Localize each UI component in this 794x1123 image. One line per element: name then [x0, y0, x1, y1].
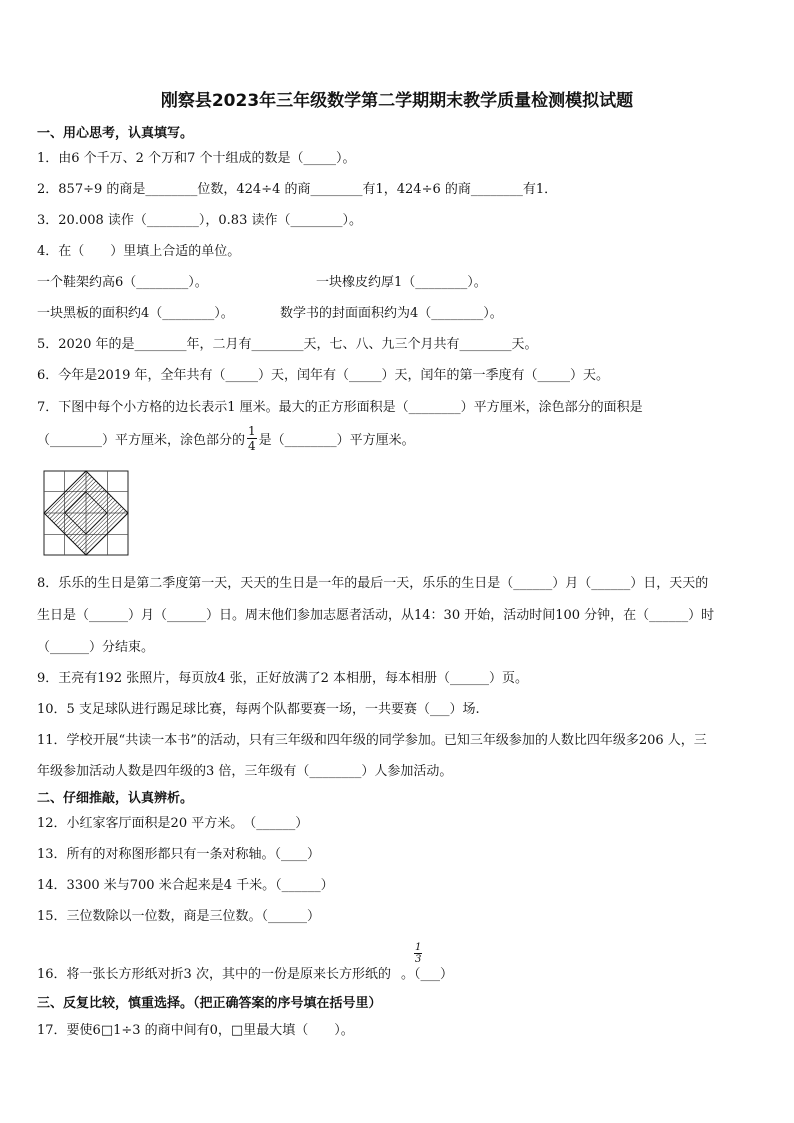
fraction-denominator: 3 [415, 954, 422, 965]
fraction-numerator: 1 [248, 424, 256, 438]
fraction-numerator: 1 [415, 942, 422, 953]
question-6: 6．今年是2019 年，全年共有（_____）天，闰年有（_____）天，闰年的第一季度有（_____）天。 [37, 368, 609, 383]
fraction-denominator: 4 [248, 439, 256, 453]
question-4c: 一块黑板的面积约4（________）。 [37, 306, 234, 321]
question-7-line-1: 7．下图中每个小方格的边长表示1 厘米。最大的正方形面积是（________）平方厘米，涂色部分的面积是 [37, 400, 643, 415]
question-9: 9．王亮有192 张照片，每页放4 张，正好放满了2 本相册，每本相册（______）页。 [37, 671, 529, 686]
question-7-line-2 [37, 424, 415, 453]
section-heading-3: 三、反复比较，慎重选择。（把正确答案的序号填在括号里） [37, 996, 382, 1011]
question-11-line-2: 年级参加活动人数是四年级的3 倍，三年级有（________）人参加活动。 [37, 764, 453, 779]
question-4a: 一个鞋架约高6（________）。 [37, 275, 208, 290]
question-17: 17．要使6□1÷3 的商中间有0，□里最大填（ ）。 [37, 1023, 354, 1038]
question-14: 14．3300 米与700 米合起来是4 千米。（______） [37, 878, 334, 893]
question-10: 10．5 支足球队进行踢足球比赛，每两个队都要赛一场，一共要赛（___）场. [37, 702, 480, 717]
question-4d: 数学书的封面面积约为4（________）。 [280, 306, 503, 321]
question-16-answer: 。（___） [400, 967, 453, 982]
question-7-text-after-fraction: 是（________）平方厘米。 [258, 433, 415, 448]
question-16 [37, 963, 453, 982]
question-4b: 一块橡皮约厚1（________）。 [316, 275, 487, 290]
section-heading-2: 二、仔细推敲，认真辨析。 [37, 791, 194, 806]
fraction-one-quarter [247, 424, 257, 453]
question-8-line-2: 生日是（______）月（______）日。周末他们参加志愿者活动，从14：30 开始，活动时间100 分钟，在（______）时 [37, 608, 715, 623]
fraction-one-third [414, 942, 422, 965]
grid-diagram [43, 470, 129, 556]
question-15: 15．三位数除以一位数，商是三位数。（______） [37, 909, 321, 924]
question-16-text: 16．将一张长方形纸对折3 次，其中的一份是原来长方形纸的 [37, 967, 391, 982]
question-8-line-3: （______）分结束。 [37, 640, 155, 655]
question-4: 4．在（ ）里填上合适的单位。 [37, 244, 241, 259]
question-2: 2．857÷9 的商是________位数，424÷4 的商________有1，424÷6 的商________有1． [37, 182, 558, 197]
question-3: 3．20.008 读作（________），0.83 读作（________）。 [37, 213, 362, 228]
question-7-text-before-fraction: （________）平方厘米，涂色部分的 [37, 433, 246, 448]
page-title: 刚察县2023年三年级数学第二学期期末教学质量检测模拟试题 [160, 91, 634, 111]
question-5: 5．2020 年的是________年，二月有________天，七、八、九三个月共有________天。 [37, 337, 538, 352]
section-heading-1: 一、用心思考，认真填写。 [37, 126, 194, 141]
shaded-diamond [44, 471, 128, 555]
question-13: 13．所有的对称图形都只有一条对称轴。（____） [37, 847, 321, 862]
question-11-line-1: 11．学校开展“共读一本书”的活动，只有三年级和四年级的同学参加。已知三年级参加的人数比四年级多206 人，三 [37, 733, 707, 748]
question-1: 1．由6 个千万、2 个万和7 个十组成的数是（_____）。 [37, 151, 356, 166]
question-8-line-1: 8．乐乐的生日是第二季度第一天，天天的生日是一年的最后一天，乐乐的生日是（______）月（______）日，天天的 [37, 576, 709, 591]
question-12: 12．小红家客厅面积是20 平方米。 （______） [37, 816, 309, 831]
